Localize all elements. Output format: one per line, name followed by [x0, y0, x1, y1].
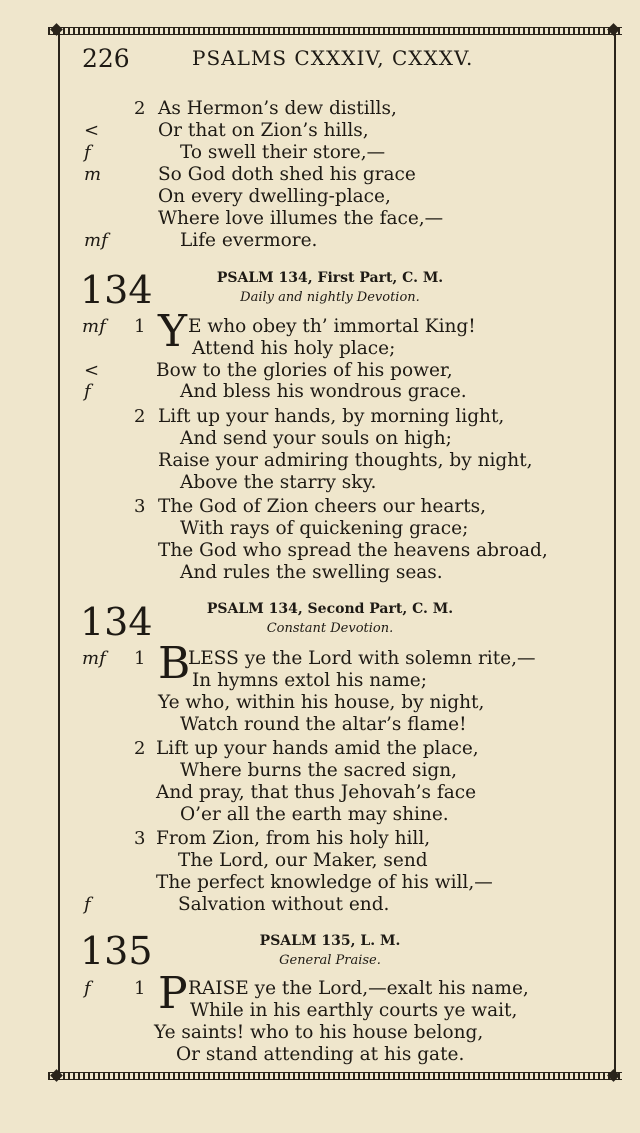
verse-line: Salvation without end.	[178, 894, 390, 915]
verse-number: 3	[134, 828, 146, 849]
verse-number: 2	[134, 738, 146, 759]
verse-line: The God of Zion cheers our hearts,	[158, 496, 487, 517]
verse-line: Attend his holy place;	[192, 338, 396, 359]
verse-line: The God who spread the heavens abroad,	[158, 540, 548, 561]
verse-number: 2	[134, 98, 146, 119]
psalm-number: 134	[80, 268, 153, 312]
psalm-number: 134	[80, 600, 153, 644]
dynamic-mark: f	[84, 978, 91, 999]
psalm-subtitle: Daily and nightly Devotion.	[240, 290, 420, 305]
verse-line: While in his earthly courts ye wait,	[190, 1000, 518, 1021]
psalm-number: 135	[80, 929, 153, 973]
verse-line: Where love illumes the face,—	[158, 208, 444, 229]
verse-line: And pray, that thus Jehovah’s face	[156, 782, 477, 803]
verse-line: And bless his wondrous grace.	[180, 381, 467, 402]
verse-line: On every dwelling-place,	[158, 186, 391, 207]
verse-line: O’er all the earth may shine.	[180, 804, 449, 825]
verse-line: As Hermon’s dew distills,	[158, 98, 397, 119]
verse-line: And rules the swelling seas.	[180, 562, 443, 583]
verse-number: 3	[134, 496, 146, 517]
psalm-title: PSALM 134, Second Part, C. M.	[206, 601, 454, 617]
verse-line: Lift up your hands, by morning light,	[158, 406, 505, 427]
verse-line: Or stand attending at his gate.	[176, 1044, 465, 1065]
dynamic-mark: <	[84, 360, 100, 381]
verse-line: Watch round the altar’s flame!	[180, 714, 467, 735]
psalm-title: PSALM 134, First Part, C. M.	[216, 270, 444, 286]
verse-line: The perfect knowledge of his will,—	[156, 872, 493, 893]
dynamic-mark: f	[84, 381, 91, 402]
drop-capital: P	[158, 968, 188, 1019]
verse-line: So God doth shed his grace	[158, 164, 416, 185]
drop-capital: Y	[158, 306, 188, 357]
verse-line: Life evermore.	[180, 230, 318, 251]
verse-line: Bow to the glories of his power,	[156, 360, 453, 381]
dynamic-mark: f	[84, 142, 91, 163]
verse-number: 2	[134, 406, 146, 427]
top-ornamental-rule	[48, 27, 622, 35]
page-number: 226	[82, 44, 130, 73]
dynamic-mark: mf	[82, 316, 106, 337]
verse-line: Where burns the sacred sign,	[180, 760, 458, 781]
verse-line: E who obey th’ immortal King!	[188, 316, 476, 337]
dynamic-mark: f	[84, 894, 91, 915]
verse-line: To swell their store,—	[180, 142, 386, 163]
psalm-subtitle: Constant Devotion.	[266, 621, 394, 636]
verse-line: In hymns extol his name;	[192, 670, 427, 691]
drop-capital: B	[158, 638, 191, 689]
verse-line: Above the starry sky.	[180, 472, 377, 493]
verse-number: 1	[134, 648, 146, 669]
verse-line: With rays of quickening grace;	[180, 518, 469, 539]
verse-line: Ye who, within his house, by night,	[158, 692, 485, 713]
running-title: PSALMS CXXXIV, CXXXV.	[192, 46, 474, 70]
bottom-ornamental-rule	[48, 1072, 622, 1080]
verse-number: 1	[134, 978, 146, 999]
psalm-title: PSALM 135, L. M.	[259, 933, 401, 949]
verse-line: And send your souls on high;	[180, 428, 452, 449]
verse-line: From Zion, from his holy hill,	[156, 828, 431, 849]
dynamic-mark: mf	[84, 230, 108, 251]
verse-line: Lift up your hands amid the place,	[156, 738, 479, 759]
dynamic-mark: m	[84, 164, 102, 185]
verse-line: LESS ye the Lord with solemn rite,—	[188, 648, 536, 669]
verse-line: The Lord, our Maker, send	[178, 850, 428, 871]
verse-line: RAISE ye the Lord,—exalt his name,	[188, 978, 529, 999]
verse-line: Raise your admiring thoughts, by night,	[158, 450, 533, 471]
verse-line: Ye saints! who to his house belong,	[154, 1022, 484, 1043]
psalm-subtitle: General Praise.	[279, 953, 381, 968]
verse-line: Or that on Zion’s hills,	[158, 120, 369, 141]
verse-number: 1	[134, 316, 146, 337]
dynamic-mark: <	[84, 120, 100, 141]
dynamic-mark: mf	[82, 648, 106, 669]
